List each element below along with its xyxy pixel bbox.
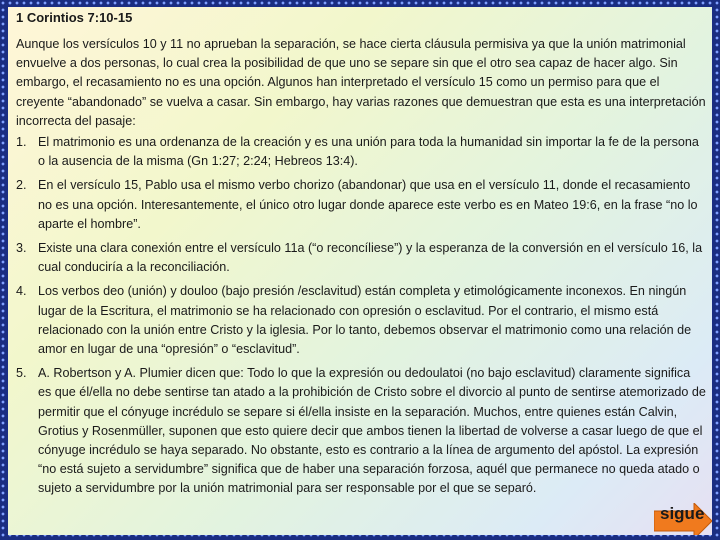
item-number: 3. [16, 241, 27, 256]
list-item [16, 176, 706, 234]
next-label: sigue [660, 504, 705, 523]
item-text: Existe una clara conexión entre el versículo 11a (“o reconcíliese”) y la esperanza de la conversión en el versículo 16, la cual conduciría a la reconciliación. [38, 241, 703, 275]
item-number: 4. [16, 284, 27, 299]
list-item [16, 133, 706, 171]
list-item [16, 364, 706, 498]
item-number: 5. [16, 366, 27, 381]
list-item [16, 239, 706, 277]
item-text: Los verbos deo (unión) y douloo (bajo presión /esclavitud) están completa y etimológicamente inconexos. En ningún lugar de la Escritura, el matrimonio se ha relacionado con opresión o esclavitud. Por el contrario, el mismo está relacionado con la unión entre Cristo y la iglesia. Por lo tanto, debemos observar el matrimonio como una relación de amor en lugar de una “opresión” o “esclavitud”. [38, 284, 692, 357]
list-item [16, 282, 706, 359]
item-text: En el versículo 15, Pablo usa el mismo verbo chorizo (abandonar) que usa en el versículo 11, donde el recasamiento no es una opción. Interesantemente, el único otro lugar donde aparece este verbo es en Mateo 19:6, en la frase “no lo aparte el hombre”. [38, 178, 698, 231]
intro-paragraph: Aunque los versículos 10 y 11 no aprueban la separación, se hace cierta cláusula permisiva ya que la unión matrimonial envuelve a dos personas, lo cual crea la posibilidad de que uno se separe sin que el otro sea capaz de hacer algo. Sin embargo, el recasamiento no es una opción. Algunos han interpretado el versículo 15 como un permiso para que el creyente “abandonado” se vuelva a casar. Sin embargo, hay varias razones que demuestran que esta es una interpretación incorrecta del pasaje: [16, 37, 706, 128]
item-number: 2. [16, 178, 27, 193]
item-text: A. Robertson y A. Plumier dicen que: Todo lo que la expresión ou dedoulatoi (no bajo esclavitud) claramente significa es que él/ella no debe sentirse tan atado a la prohibición de Cristo sobre el divorcio al punto de sentirse atemorizado de permitir que el cónyuge incrédulo se separe si él/ella insiste en la separación. Muchos, entre quienes están Calvin, Grotius y Rosenmüller, suponen que esto quiere decir que ambos tienen la libertad de volverse a casar luego de que el cónyuge incrédulo se haya separado. No obstante, esto es contrario a la línea de argumento del apóstol. La expresión “no está sujeto a servidumbre” significa que de haber una separación forzosa, aquél que permanece no queda atado o sujeto a servidumbre por la unión matrimonial para ser responsable por el que se separó. [38, 366, 706, 496]
item-text: El matrimonio es una ordenanza de la creación y es una unión para toda la humanidad sin importar la fe de la persona o la ausencia de la misma (Gn 1:27; 2:24; Hebreos 13:4). [38, 135, 699, 169]
slide-title: 1 Corintios 7:10-15 [16, 10, 133, 25]
next-button[interactable] [654, 503, 712, 535]
slide [8, 7, 712, 535]
slide-content [16, 35, 706, 504]
item-number: 1. [16, 135, 27, 150]
